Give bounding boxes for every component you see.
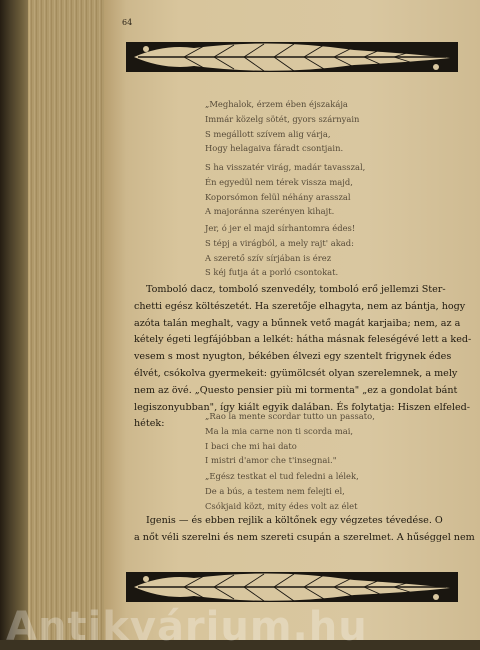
watermark: Antikvárium.hu (6, 604, 368, 650)
verse-stanza-2: S ha visszatér virág, madár tavasszal, Én egyedül nem térek vissza majd, Koporsómon felül néhány arasszal A majoránna szerényen kihajt. (205, 162, 366, 217)
body-paragraph-1: Tomboló dacz, tomboló szenvedély, tomboló erő jellemzi Ster- chetti egész költészetét. Ha szeretője elhagyta, nem az bántja, hogy azóta talán meghalt, vagy a bűnnek vető magát karjaiba; nem, az a kétely égeti legfájóbban a lelkét: hátha másnak feleségévé lett a ked- vesem s most nyugton, békében élvezi egy szentelt frigynek édes élvét, csókolva gyermekeit: gyümölcsét olyan szerelemnek, a mely nem az övé. „Questo pensier più mi tormenta" „ez a gondolat bánt legiszonyubban", így kiált egyik dalában. És folytatja: Hiszen elfeled- hétek: (134, 284, 472, 430)
verse-stanza-3: Jer, ó jer el majd sírhantomra édes! S tépj a virágból, a mely rajt' akad: A szerető szív sírjában is érez S kéj futja át a porló csontokat. (205, 223, 356, 278)
verse-stanza-translation: „Egész testkat el tud feledni a lélek, De a bús, a testem nem felejti el, Csókjaid közt, mity édes volt az élet (205, 471, 359, 511)
book-binding (0, 0, 30, 640)
feather-ornament-top (124, 34, 460, 80)
body-paragraph-2: Igenis — és ebben rejlik a költőnek egy végzetes tévedése. O a nőt véli szerelni és nem szereti csupán a szerelmet. A hűséggel nem (134, 515, 475, 543)
page-edges (28, 0, 112, 640)
verse-stanza-1: „Meghalok, érzem ében éjszakája Immár közelg sötét, gyors szárnyain S megállott szívem alig várja, Hogy helagaiva fáradt csontjain. (205, 99, 360, 154)
page-number: 64 (122, 18, 133, 27)
verse-stanza-italian: „Rao la mente scordar tutto un passato, Ma la mia carne non ti scorda mai, I baci che mi hai dato I mistri d'amor che t'insegnai." (205, 411, 375, 466)
